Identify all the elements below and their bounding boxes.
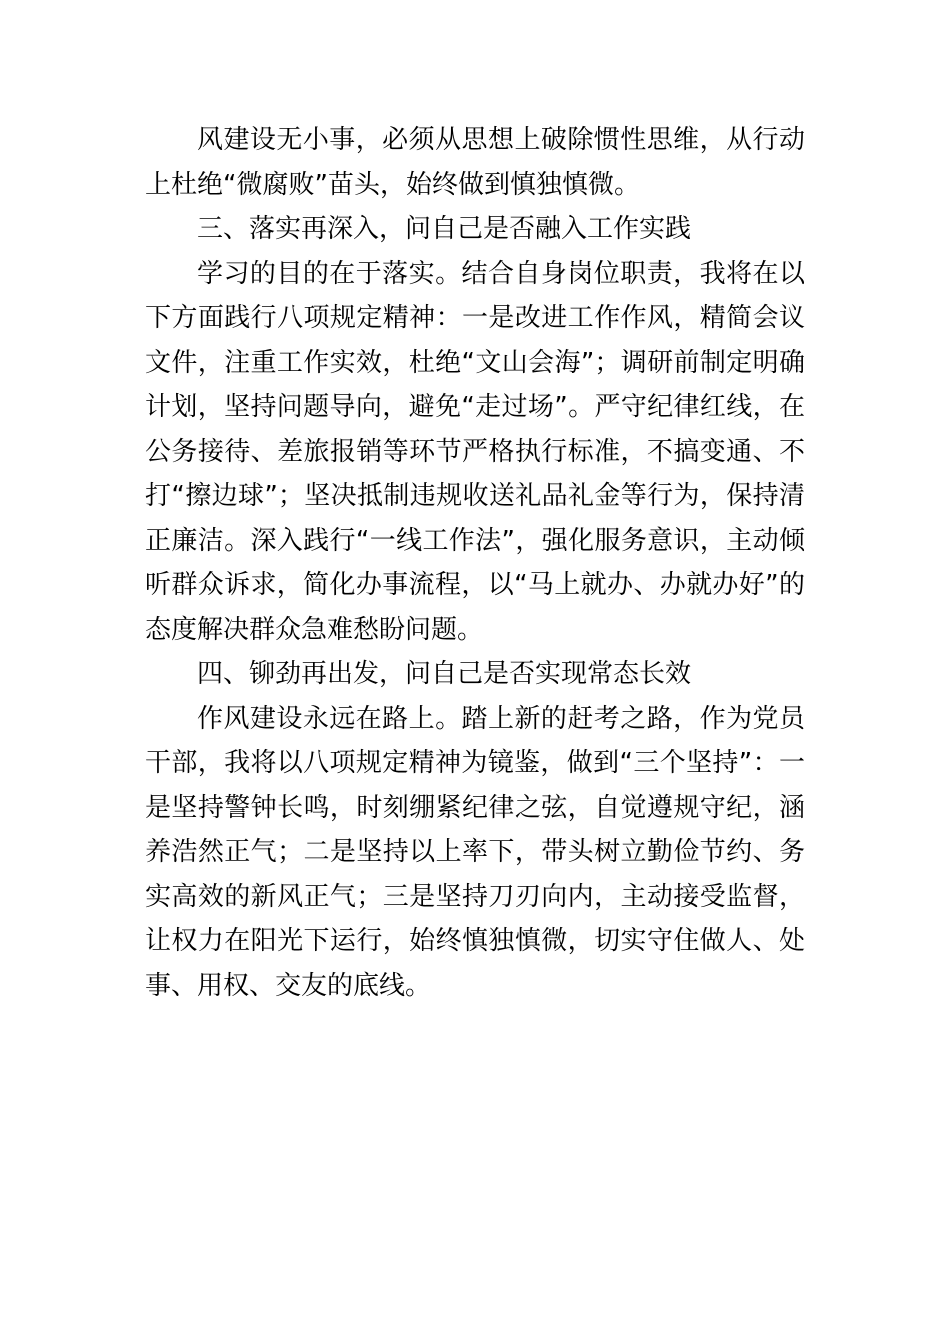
section-heading-four: 四、铆劲再出发，问自己是否实现常态长效 <box>197 659 692 689</box>
paragraph-section-four: 作风建设永远在路上。踏上新的赶考之路，作为党员干部，我将以八项规定精神为镜鉴，做到“三个坚持”：一是坚持警钟长鸣，时刻绷紧纪律之弦，自觉遵规守纪，涵养浩然正气；二是坚持以上率下，带头树立勤俭节约、务实高效的新风正气；三是坚持刀刃向内，主动接受监督，让权力在阳光下运行，始终慎独慎微，切实守住做人、处事、用权、交友的底线。 <box>145 703 805 1001</box>
section-heading-three: 三、落实再深入，问自己是否融入工作实践 <box>197 214 692 244</box>
document-body <box>145 118 805 1008</box>
paragraph-continuation: 风建设无小事，必须从思想上破除惯性思维，从行动上杜绝“微腐败”苗头，始终做到慎独慎微。 <box>145 125 805 200</box>
paragraph-section-three: 学习的目的在于落实。结合自身岗位职责，我将在以下方面践行八项规定精神：一是改进工作作风，精简会议文件，注重工作实效，杜绝“文山会海”；调研前制定明确计划，坚持问题导向，避免“走过场”。严守纪律红线，在公务接待、差旅报销等环节严格执行标准，不搞变通、不打“擦边球”；坚决抵制违规收送礼品礼金等行为，保持清正廉洁。深入践行“一线工作法”，强化服务意识，主动倾听群众诉求，简化办事流程，以“马上就办、办就办好”的态度解决群众急难愁盼问题。 <box>145 258 805 645</box>
